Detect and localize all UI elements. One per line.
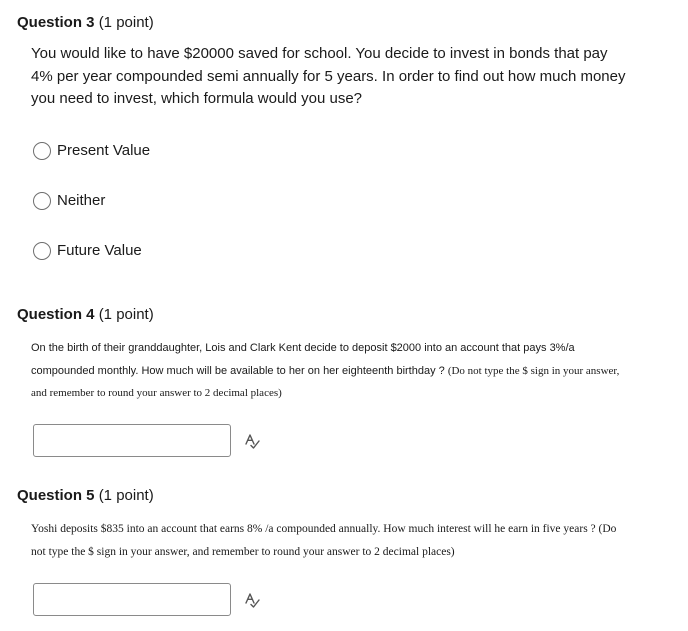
question-5-text: Yoshi deposits $835 into an account that earns 8% /a compounded annually. How much interest will he earn in five years ? (Do not type the $ sign in your answer, and remember to round your answer to 2 decimal places) — [31, 523, 617, 558]
question-3-header — [17, 13, 154, 33]
question-4-header — [17, 305, 154, 325]
question-4-title: Question 4 — [17, 306, 95, 323]
radio-present-value[interactable] — [33, 142, 51, 160]
question-4-text-main: On the birth of their granddaughter, Lois and Clark Kent decide to deposit $2000 into an account that pays 3%/a compounded monthly. How much will be available to her on her eighteenth birthday ? — [31, 342, 575, 377]
radio-neither[interactable] — [33, 192, 51, 210]
question-4-text-instructions: (Do not type the $ sign in your answer, and remember to round your answer to 2 decimal places) — [31, 364, 620, 399]
question-3-points: (1 point) — [98, 14, 154, 31]
option-neither-label: Neither — [57, 192, 106, 209]
question-5-header — [17, 486, 154, 506]
question-5-points: (1 point) — [98, 487, 154, 504]
question-5-title: Question 5 — [17, 487, 95, 504]
radio-future-value[interactable] — [33, 242, 51, 260]
option-present-value-label: Present Value — [57, 142, 151, 159]
spellcheck-icon[interactable] — [243, 591, 261, 609]
question-4-points: (1 point) — [98, 306, 154, 323]
option-neither[interactable] — [33, 190, 105, 212]
question-4-text — [31, 337, 621, 405]
question-3-text: You would like to have $20000 saved for school. You decide to invest in bonds that pay 4% per year compounded semi annually for 5 years. In order to find out how much money you need to invest, which formula would you use? — [31, 45, 626, 107]
question-5-answer-input[interactable] — [33, 583, 231, 616]
question-4-answer-input[interactable] — [33, 424, 231, 457]
option-present-value[interactable] — [33, 140, 150, 162]
spellcheck-icon[interactable] — [243, 432, 261, 450]
option-future-value-label: Future Value — [57, 242, 142, 259]
question-3-title: Question 3 — [17, 14, 95, 31]
option-future-value[interactable] — [33, 240, 142, 262]
